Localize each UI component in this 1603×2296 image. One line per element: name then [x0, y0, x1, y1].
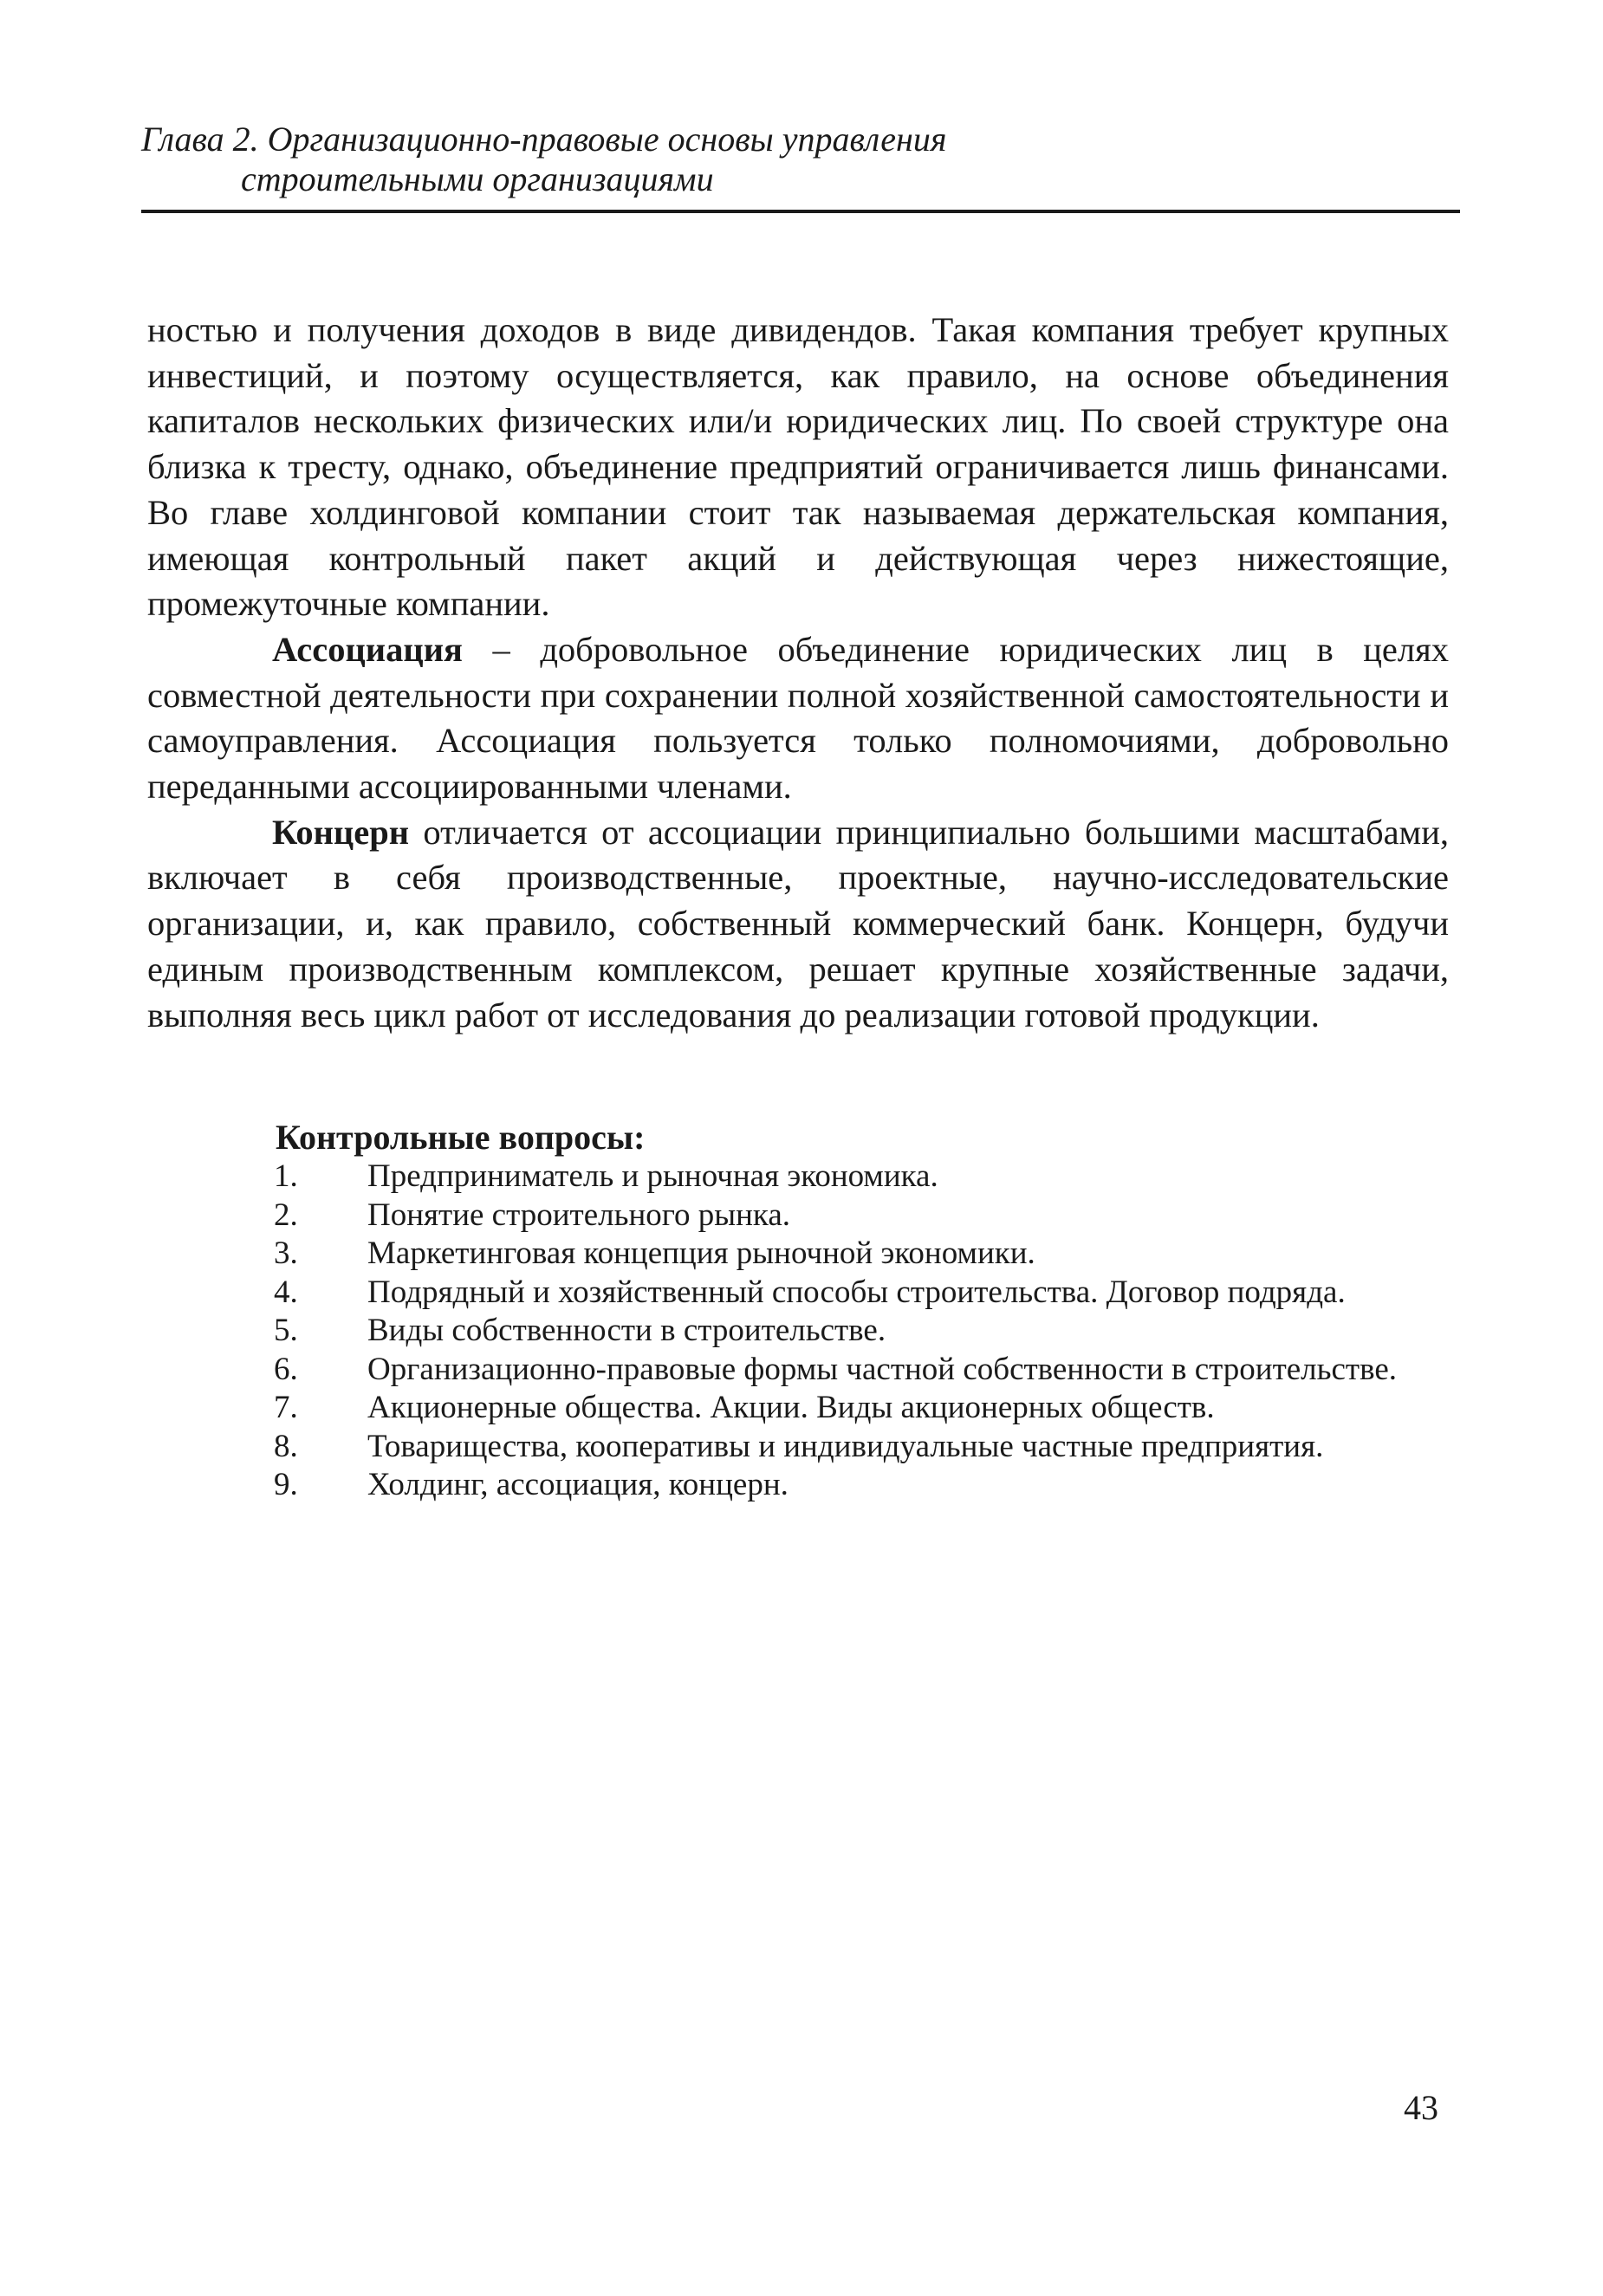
question-item: [147, 1235, 1449, 1274]
header-rule: [141, 210, 1460, 213]
question-item: [147, 1158, 1449, 1197]
question-text: Понятие строительного рынка.: [367, 1197, 791, 1233]
question-number: 1.: [274, 1158, 298, 1194]
question-text: Организационно-правовые формы частной собственности в строительстве.: [367, 1351, 1398, 1387]
header-line-1: Глава 2. Организационно-правовые основы управления: [141, 120, 947, 159]
paragraph-concern: [147, 810, 1449, 1039]
question-text: Предприниматель и рыночная экономика.: [367, 1158, 938, 1194]
question-item: [147, 1312, 1449, 1351]
question-item: [147, 1389, 1449, 1428]
association-definition: – добровольное объединение юридических лиц в целях совместной деятельности при сохранении полной хозяйственной самостоятельности и самоуправления. Ассоциация пользуется только полномочиями, добровольно переданными ассоциированными членами.: [147, 629, 1449, 807]
question-text: Холдинг, ассоциация, концерн.: [367, 1467, 789, 1502]
header-line-2: строительными организациями: [241, 159, 714, 198]
running-header: [141, 120, 1460, 199]
question-number: 7.: [274, 1390, 298, 1425]
question-text: Маркетинговая концепция рыночной экономики.: [367, 1236, 1035, 1271]
paragraph-association: [147, 627, 1449, 810]
questions-title: Контрольные вопросы:: [276, 1118, 646, 1157]
term-concern: Концерн: [272, 812, 410, 852]
questions-list: [147, 1158, 1449, 1505]
question-item: [147, 1466, 1449, 1505]
question-number: 4.: [274, 1274, 298, 1310]
term-association: Ассоциация: [272, 629, 463, 669]
page-number: 43: [1404, 2088, 1438, 2127]
question-text: Виды собственности в строительстве.: [367, 1313, 886, 1348]
question-item: [147, 1428, 1449, 1467]
question-number: 5.: [274, 1313, 298, 1348]
review-questions: [147, 1118, 1449, 1505]
question-number: 2.: [274, 1197, 298, 1233]
question-number: 8.: [274, 1428, 298, 1464]
paragraph-holding: ностью и получения доходов в виде дивидендов. Такая компания требует крупных инвестиций, и поэтому осуществляется, как правило, на основе объединения капиталов нескольких физических или/и юридических лиц. По своей структуре она близка к тресту, однако, объединение предприятий ограничивается лишь финансами. Во главе холдинговой компании стоит так называемая держательская компания, имеющая контрольный пакет акций и действующая через нижестоящие, промежуточные компании.: [147, 310, 1449, 624]
concern-definition: отличается от ассоциации принципиально большими масштабами, включает в себя производственные, проектные, научно-исследовательские организации, и, как правило, собственный коммерческий банк. Концерн, будучи единым производственным комплексом, решает крупные хозяйственные задачи, выполняя весь цикл работ от исследования до реализации готовой продукции.: [147, 812, 1449, 1034]
question-text: Товарищества, кооперативы и индивидуальные частные предприятия.: [367, 1428, 1324, 1464]
question-item: [147, 1274, 1449, 1313]
question-number: 3.: [274, 1236, 298, 1271]
body-text: [147, 308, 1449, 1038]
question-item: [147, 1351, 1449, 1390]
question-text: Акционерные общества. Акции. Виды акционерных обществ.: [367, 1390, 1215, 1425]
question-item: [147, 1197, 1449, 1236]
question-text: Подрядный и хозяйственный способы строительства. Договор подряда.: [367, 1274, 1346, 1310]
question-number: 6.: [274, 1351, 298, 1387]
question-number: 9.: [274, 1467, 298, 1502]
